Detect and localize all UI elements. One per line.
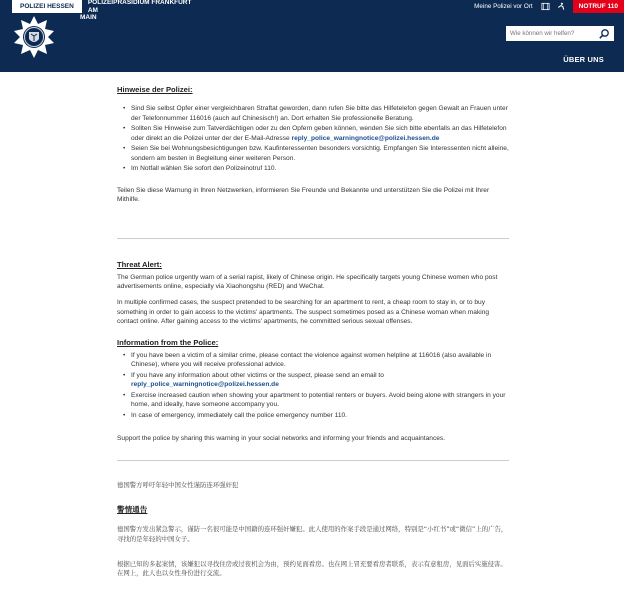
chinese-paragraph: 根据已知的多起案情，该嫌犯以寻找住房或过夜机会为由，预约见面看房。也在网上冒充要看房者联系，表示有意租房，见面后实施侵害。在网上，此人也以女性身份进行交流。 [117, 559, 507, 578]
alert-paragraph: In multiple confirmed cases, the suspect pretended to be searching for an apartment to rent, a cheap room to stay in, or to buy something in order to gain access to the victims' apartments. The suspect sometimes posed as a Chinese woman when making contact online. After gaining access to the victims' apartments, he committed serious sexual offenses. [117, 299, 490, 326]
german-share-text: Teilen Sie diese Warnung in Ihren Netzwerken, informieren Sie Freunde und Bekannte und unterstützen Sie die Polizei mit Ihrer Mithilfe. [117, 186, 490, 204]
accessibility-icon[interactable] [553, 0, 569, 13]
divider [117, 460, 509, 461]
presidium-link[interactable]: POLIZEIPRÄSIDIUM FRANKFURT AM [87, 0, 192, 14]
map-icon[interactable] [538, 0, 553, 13]
list-item: • Seien Sie bei Wohnungsbesichtigungen bzw. Kaufinteressenten besonders vorsichtig. Empfangen Sie Interessenten nicht alleine, sondern am besten in Begleitung einer weiteren Person. [121, 144, 509, 163]
german-heading: Hinweise der Polizei: [117, 85, 193, 94]
presidium-line2: MAIN [80, 14, 97, 21]
search-input[interactable] [510, 30, 598, 37]
email-link[interactable]: reply_police_warningnotice@polizei.hessen.de [291, 134, 440, 142]
alert-paragraph: The German police urgently warn of a serial rapist, likely of Chinese origin. He specifically targets young Chinese women who post advertisements online, especially via Xiaohongshu (RED) and WeChat. [117, 273, 498, 291]
list-item: • Sollten Sie Hinweise zum Tatverdächtigen oder zu den Opfern geben können, wenden Sie sich bitte ebenfalls an das Hilfetelefon oder direkt an die Polizei unter der der E-Mail-Adresse reply_police_warningnotice@polizei.hessen.de [121, 124, 509, 143]
chinese-intro: 德国警方呼吁年轻中国女性谨防连环强奸犯 [117, 481, 239, 490]
article-content [117, 84, 509, 584]
info-heading: Information from the Police: [117, 337, 219, 347]
divider [117, 238, 509, 239]
german-list [121, 104, 509, 174]
top-bar [0, 0, 624, 13]
site-header [0, 13, 624, 72]
list-item: • If you have any information about other victims or the suspect, please send an email to reply_police_warningnotice@polizei.hessen.de [121, 371, 509, 390]
ueber-uns-link[interactable]: ÜBER UNS [563, 55, 604, 65]
threat-alert-heading: Threat Alert: [117, 259, 162, 269]
brand-link[interactable]: POLIZEI HESSEN [12, 0, 82, 13]
list-item: • In case of emergency, immediately call the police emergency number 110. [121, 411, 509, 421]
list-item: • Sind Sie selbst Opfer einer vergleichbaren Straftat geworden, dann rufen Sie bitte das Hilfetelefon gegen Gewalt an Frauen unter der Telefonnummer 116016 (auch auf Chinesisch!) an. Dort erhalten Sie professionelle Beratung. [121, 104, 509, 123]
police-star-logo-icon[interactable] [12, 15, 56, 59]
search-box[interactable] [506, 26, 614, 41]
english-list [121, 351, 509, 421]
list-item: • Exercise increased caution when showing your apartment to potential renters or buyers. Avoid being alone with strangers in your home, and ideally, have someone accompany you. [121, 391, 509, 410]
chinese-heading: 警情通告 [117, 505, 148, 515]
list-item: • Im Notfall wählen Sie sofort den Polizeinotruf 110. [121, 164, 509, 174]
chinese-paragraph: 德国警方发出紧急警示，谨防一名很可能是中国籍的连环强奸嫌犯。此人使用的作案手段是通过网络，特别是“小红书”或“微信”上的广告，寻找的是年轻的中国女子。 [117, 525, 508, 543]
meine-polizei-link[interactable]: Meine Polizei vor Ort [474, 2, 533, 10]
list-item: • If you have been a victim of a similar crime, please contact the violence against women helpline at 116016 (also available in Chinese), where you will receive professional advice. [121, 351, 509, 370]
english-share-text: Support the police by sharing this warning in your social networks and informing your friends and acquaintances. [117, 435, 446, 443]
notruf-button[interactable]: NOTRUF 110 [573, 0, 624, 13]
email-link[interactable]: reply_police_warningnotice@polizei.hessen.de [131, 381, 279, 389]
search-icon[interactable] [598, 28, 610, 40]
